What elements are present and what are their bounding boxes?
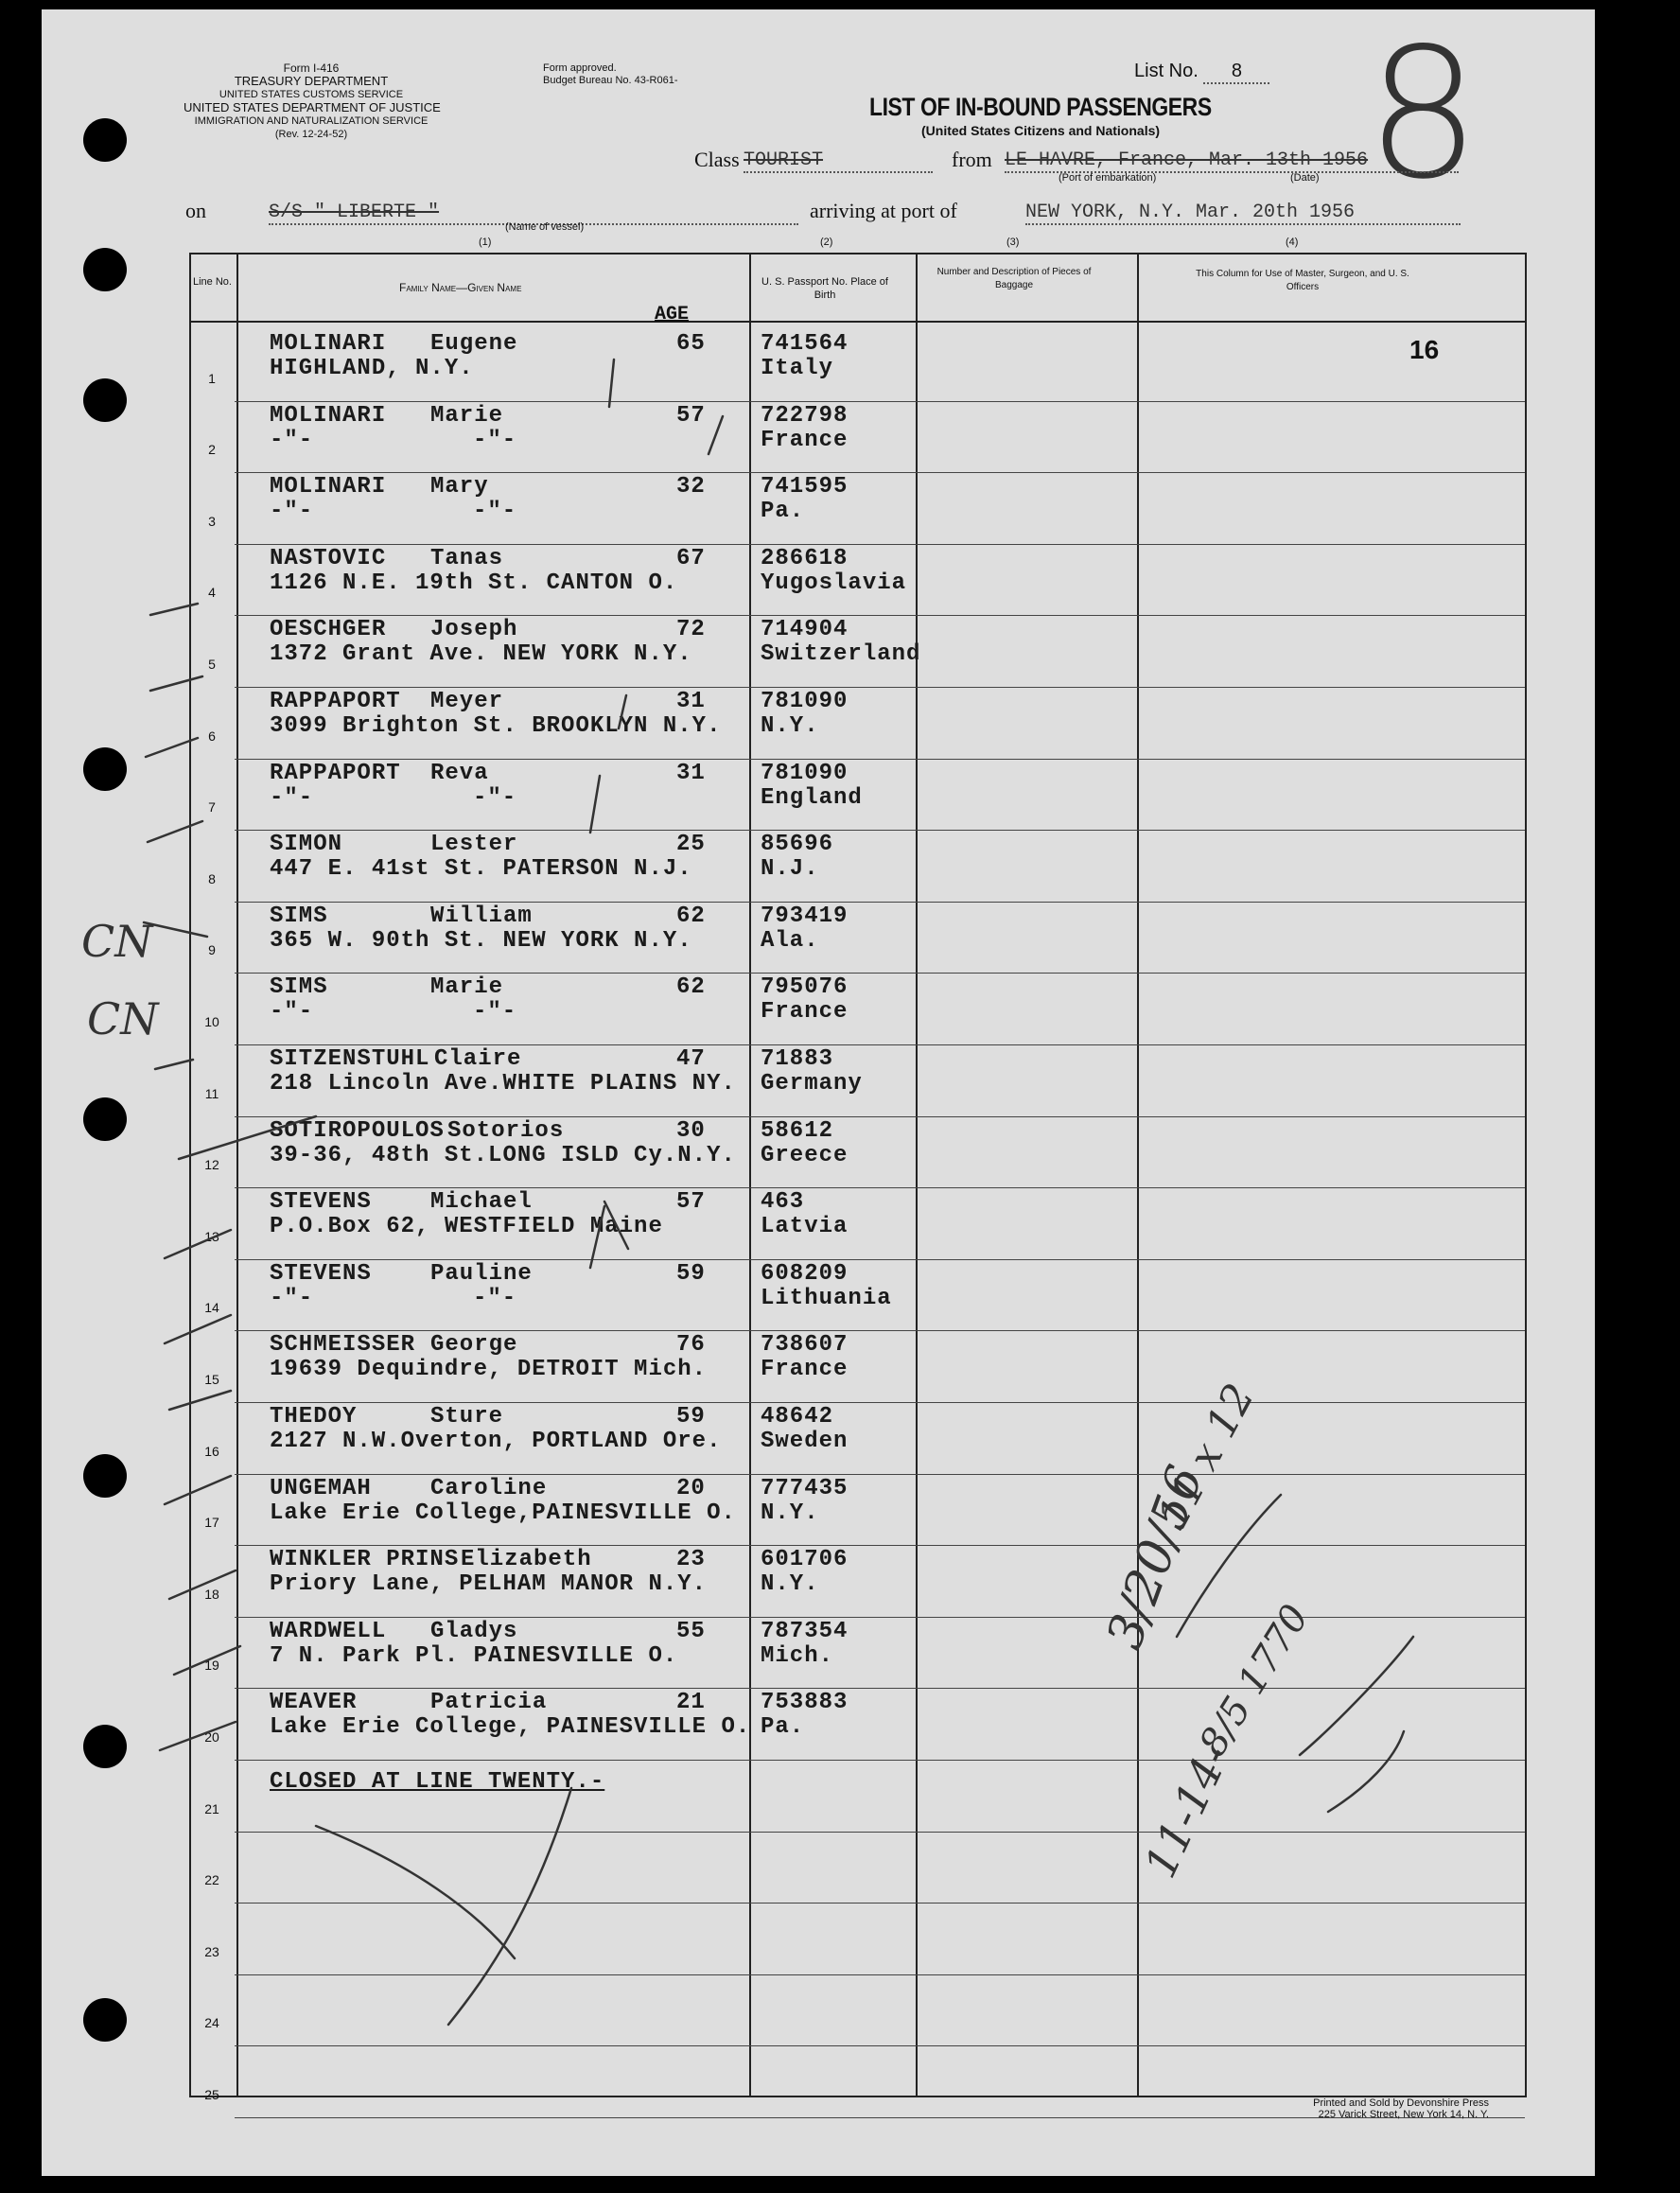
punch-hole (83, 1454, 127, 1498)
date-caption: (Date) (1290, 172, 1320, 184)
passport-number: 463 (761, 1189, 805, 1216)
passport-number: 286618 (761, 545, 849, 571)
place-of-birth: N.J. (761, 856, 819, 883)
age: 65 (676, 331, 706, 357)
place-of-birth: Mich. (761, 1642, 834, 1669)
line-number: 18 (204, 1586, 219, 1602)
handwritten-date: 3/20/56 (1096, 1458, 1215, 1657)
family-name: SOTIROPOULOS (270, 1117, 445, 1144)
given-name: Lester (430, 832, 518, 858)
col-header-passport: U. S. Passport No. Place of Birth (761, 276, 888, 301)
handwritten-code-2: 8/5 1770 (1191, 1597, 1318, 1764)
col-header-age: AGE (655, 304, 690, 325)
list-number-value: 8 (1203, 61, 1269, 84)
given-name: Meyer (430, 689, 504, 714)
col-header-baggage: Number and Description of Pieces of Baggage (936, 267, 1092, 290)
address: 218 Lincoln Ave.WHITE PLAINS NY. (270, 1071, 736, 1096)
address: Lake Erie College,PAINESVILLE O. (270, 1500, 736, 1526)
age: 47 (676, 1046, 706, 1072)
family-name: WEAVER (270, 1690, 358, 1716)
family-name: STEVENS (270, 1189, 372, 1216)
age: 57 (676, 402, 706, 429)
passport-number: 741564 (761, 331, 849, 357)
line-number: 24 (204, 2015, 219, 2031)
customs-service: UNITED STATES CUSTOMS SERVICE (219, 89, 404, 100)
line-number: 9 (208, 942, 216, 958)
family-name: MOLINARI (270, 402, 387, 429)
age: 55 (676, 1618, 706, 1644)
place-of-birth: Yugoslavia (761, 570, 907, 596)
place-of-birth: N.Y. (761, 1571, 819, 1598)
family-name: SIMS (270, 903, 328, 929)
passport-number: 753883 (761, 1690, 849, 1716)
address: HIGHLAND, N.Y. (270, 356, 474, 381)
age: 59 (676, 1260, 706, 1287)
officer-note: 16 (1409, 335, 1440, 364)
budget-bureau: Budget Bureau No. 43-R061- (543, 75, 678, 86)
given-name: Joseph (430, 617, 518, 643)
line-number: 19 (204, 1658, 219, 1674)
age: 23 (676, 1547, 706, 1573)
immigration-service: IMMIGRATION AND NATURALIZATION SERVICE (194, 115, 429, 127)
address-ditto-2: -"- (473, 427, 517, 453)
address-ditto-2: -"- (473, 999, 517, 1026)
line-number: 17 (204, 1515, 219, 1531)
line-number: 11 (204, 1085, 219, 1101)
age: 62 (676, 903, 706, 929)
passport-number: 722798 (761, 402, 849, 429)
given-name: Elizabeth (461, 1547, 592, 1573)
address-ditto-2: -"- (473, 784, 517, 811)
printer-credit (1167, 2097, 1489, 2120)
family-name: WINKLER PRINS (270, 1547, 460, 1573)
given-name: Patricia (430, 1690, 548, 1716)
line-number: 10 (204, 1013, 219, 1029)
family-name: MOLINARI (270, 331, 387, 357)
vessel-name: S/S " LIBERTE " (269, 202, 798, 225)
place-of-birth: Latvia (761, 1214, 849, 1240)
col-2-marker: (2) (820, 237, 833, 248)
age: 59 (676, 1404, 706, 1430)
margin-note-cn-2: CN (87, 993, 159, 1044)
family-name: MOLINARI (270, 474, 387, 500)
punch-hole (83, 747, 127, 791)
address: 7 N. Park Pl. PAINESVILLE O. (270, 1642, 678, 1669)
punch-hole (83, 248, 127, 291)
line-number: 16 (204, 1443, 219, 1459)
place-of-birth: Sweden (761, 1429, 849, 1454)
address-ditto: -"- (270, 1285, 314, 1311)
class-value: TOURIST (744, 149, 933, 173)
revision-date: (Rev. 12-24-52) (274, 129, 348, 140)
place-of-birth: France (761, 999, 849, 1026)
place-of-birth: France (761, 1357, 849, 1383)
address: 19639 Dequindre, DETROIT Mich. (270, 1357, 708, 1383)
line-number: 6 (208, 728, 216, 744)
line-number: 23 (204, 1943, 219, 1959)
family-name: OESCHGER (270, 617, 387, 643)
family-name: UNGEMAH (270, 1475, 372, 1501)
passport-number: 793419 (761, 903, 849, 929)
age: 20 (676, 1475, 706, 1501)
margin-note-cn-1: CN (81, 916, 153, 967)
list-number-label: List No. (1134, 61, 1199, 81)
from-value: LE HAVRE, France, Mar. 13th 1956 (1005, 149, 1459, 173)
address: 3099 Brighton St. BROOKLYN N.Y. (270, 713, 722, 739)
line-number: 3 (208, 513, 216, 529)
given-name: Tanas (430, 545, 504, 571)
place-of-birth: N.Y. (761, 1500, 819, 1526)
closed-notice: CLOSED AT LINE TWENTY.- (270, 1769, 605, 1795)
place-of-birth: Germany (761, 1071, 863, 1096)
treasury-dept: TREASURY DEPARTMENT (234, 74, 389, 88)
large-list-number: 8 (1366, 9, 1480, 219)
handwritten-code: 11 x 12 (1148, 1376, 1265, 1536)
punch-hole (83, 1998, 127, 2042)
given-name: William (430, 903, 533, 929)
passport-number: 781090 (761, 689, 849, 714)
place-of-birth: N.Y. (761, 713, 819, 739)
family-name: THEDOY (270, 1404, 358, 1430)
address-ditto: -"- (270, 784, 314, 811)
line-number: 5 (208, 656, 216, 672)
pen-strokes (42, 9, 1595, 2176)
age: 57 (676, 1189, 706, 1216)
passport-number: 58612 (761, 1117, 834, 1144)
age: 25 (676, 832, 706, 858)
family-name: SITZENSTUHL (270, 1046, 430, 1072)
given-name: Gladys (430, 1618, 518, 1644)
given-name: Marie (430, 402, 504, 429)
passport-number: 48642 (761, 1404, 834, 1430)
passport-number: 781090 (761, 760, 849, 786)
col-1-marker: (1) (479, 237, 492, 248)
passport-number: 71883 (761, 1046, 834, 1072)
passport-number: 787354 (761, 1618, 849, 1644)
on-label: on (185, 199, 206, 222)
punch-hole (83, 378, 127, 422)
place-of-birth: Greece (761, 1142, 849, 1168)
port-embark-caption: (Port of embarkation) (1059, 172, 1157, 184)
family-name: SIMON (270, 832, 343, 858)
address: 1372 Grant Ave. NEW YORK N.Y. (270, 641, 692, 668)
address: P.O.Box 62, WESTFIELD Maine (270, 1214, 663, 1240)
age: 31 (676, 760, 706, 786)
passport-number: 795076 (761, 974, 849, 1001)
printer-line-2: 225 Varick Street, New York 14, N. Y. (1318, 2109, 1489, 2120)
address: 365 W. 90th St. NEW YORK N.Y. (270, 927, 692, 954)
passport-number: 608209 (761, 1260, 849, 1287)
age: 67 (676, 545, 706, 571)
address: 447 E. 41st St. PATERSON N.J. (270, 856, 692, 883)
manifest-page (42, 9, 1595, 2176)
age: 72 (676, 617, 706, 643)
line-number: 13 (204, 1228, 219, 1244)
line-number: 15 (204, 1371, 219, 1387)
address: 1126 N.E. 19th St. CANTON O. (270, 570, 678, 596)
col-4-marker: (4) (1286, 237, 1299, 248)
given-name: Caroline (430, 1475, 548, 1501)
line-number: 14 (204, 1300, 219, 1316)
age: 62 (676, 974, 706, 1001)
given-name: Sture (430, 1404, 504, 1430)
given-name: Eugene (430, 331, 518, 357)
col-header-officers: This Column for Use of Master, Surgeon, and U. S. Officers (1196, 269, 1409, 292)
given-name: Sotorios (447, 1117, 565, 1144)
place-of-birth: England (761, 784, 863, 811)
justice-dept: UNITED STATES DEPARTMENT OF JUSTICE (184, 100, 441, 114)
family-name: STEVENS (270, 1260, 372, 1287)
passport-number: 601706 (761, 1547, 849, 1573)
given-name: Pauline (430, 1260, 533, 1287)
age: 21 (676, 1690, 706, 1716)
address-ditto-2: -"- (473, 1285, 517, 1311)
line-number: 20 (204, 1728, 219, 1745)
family-name: RAPPAPORT (270, 760, 401, 786)
printer-line-1: Printed and Sold by Devonshire Press (1313, 2097, 1489, 2109)
passport-number: 738607 (761, 1332, 849, 1359)
from-label: from (952, 148, 992, 171)
given-name: Claire (434, 1046, 522, 1072)
line-number: 1 (208, 370, 216, 386)
family-name: SIMS (270, 974, 328, 1001)
place-of-birth: Ala. (761, 927, 819, 954)
punch-hole (83, 1097, 127, 1141)
handwritten-code-3: 11-14- (1134, 1736, 1240, 1886)
age: 76 (676, 1332, 706, 1359)
place-of-birth: Pa. (761, 499, 805, 525)
place-of-birth: Lithuania (761, 1285, 892, 1311)
arriving-label: arriving at port of (810, 199, 957, 222)
place-of-birth: Italy (761, 356, 834, 381)
passport-number: 777435 (761, 1475, 849, 1501)
address-ditto: -"- (270, 999, 314, 1026)
document-title: LIST OF IN-BOUND PASSENGERS (869, 93, 1212, 121)
given-name: Michael (430, 1189, 533, 1216)
punch-hole (83, 118, 127, 162)
vessel-caption: (Name of vessel) (505, 221, 585, 233)
address-ditto: -"- (270, 427, 314, 453)
place-of-birth: France (761, 427, 849, 453)
address-ditto: -"- (270, 499, 314, 525)
given-name: Reva (430, 760, 489, 786)
line-number: 2 (208, 442, 216, 458)
line-number: 8 (208, 870, 216, 886)
passport-number: 741595 (761, 474, 849, 500)
age: 31 (676, 689, 706, 714)
class-label: Class (694, 148, 740, 171)
passport-number: 85696 (761, 832, 834, 858)
given-name: George (430, 1332, 518, 1359)
col-header-line-no: Line No. (193, 276, 232, 288)
form-approved: Form approved. (543, 62, 617, 74)
place-of-birth: Switzerland (761, 641, 921, 668)
given-name: Mary (430, 474, 489, 500)
family-name: SCHMEISSER (270, 1332, 416, 1359)
given-name: Marie (430, 974, 504, 1001)
arrival-value: NEW YORK, N.Y. Mar. 20th 1956 (1025, 202, 1461, 225)
family-name: NASTOVIC (270, 545, 387, 571)
line-number: 21 (204, 1800, 219, 1816)
line-number: 22 (204, 1872, 219, 1888)
address: Priory Lane, PELHAM MANOR N.Y. (270, 1571, 708, 1598)
line-number: 12 (204, 1157, 219, 1173)
family-name: WARDWELL (270, 1618, 387, 1644)
address: 2127 N.W.Overton, PORTLAND Ore. (270, 1429, 722, 1454)
col-3-marker: (3) (1006, 237, 1020, 248)
document-subtitle: (United States Citizens and Nationals) (921, 123, 1161, 138)
line-number: 7 (208, 799, 216, 816)
col-header-name: Family Name—Given Name (399, 281, 522, 294)
address-ditto-2: -"- (473, 499, 517, 525)
form-number: Form I-416 (283, 61, 340, 75)
age: 30 (676, 1117, 706, 1144)
place-of-birth: Pa. (761, 1714, 805, 1741)
age: 32 (676, 474, 706, 500)
address: 39-36, 48th St.LONG ISLD Cy.N.Y. (270, 1142, 736, 1168)
passport-number: 714904 (761, 617, 849, 643)
line-number: 4 (208, 585, 216, 601)
address: Lake Erie College, PAINESVILLE O. (270, 1714, 751, 1741)
line-number: 25 (204, 2086, 219, 2102)
family-name: RAPPAPORT (270, 689, 401, 714)
punch-hole (83, 1725, 127, 1768)
